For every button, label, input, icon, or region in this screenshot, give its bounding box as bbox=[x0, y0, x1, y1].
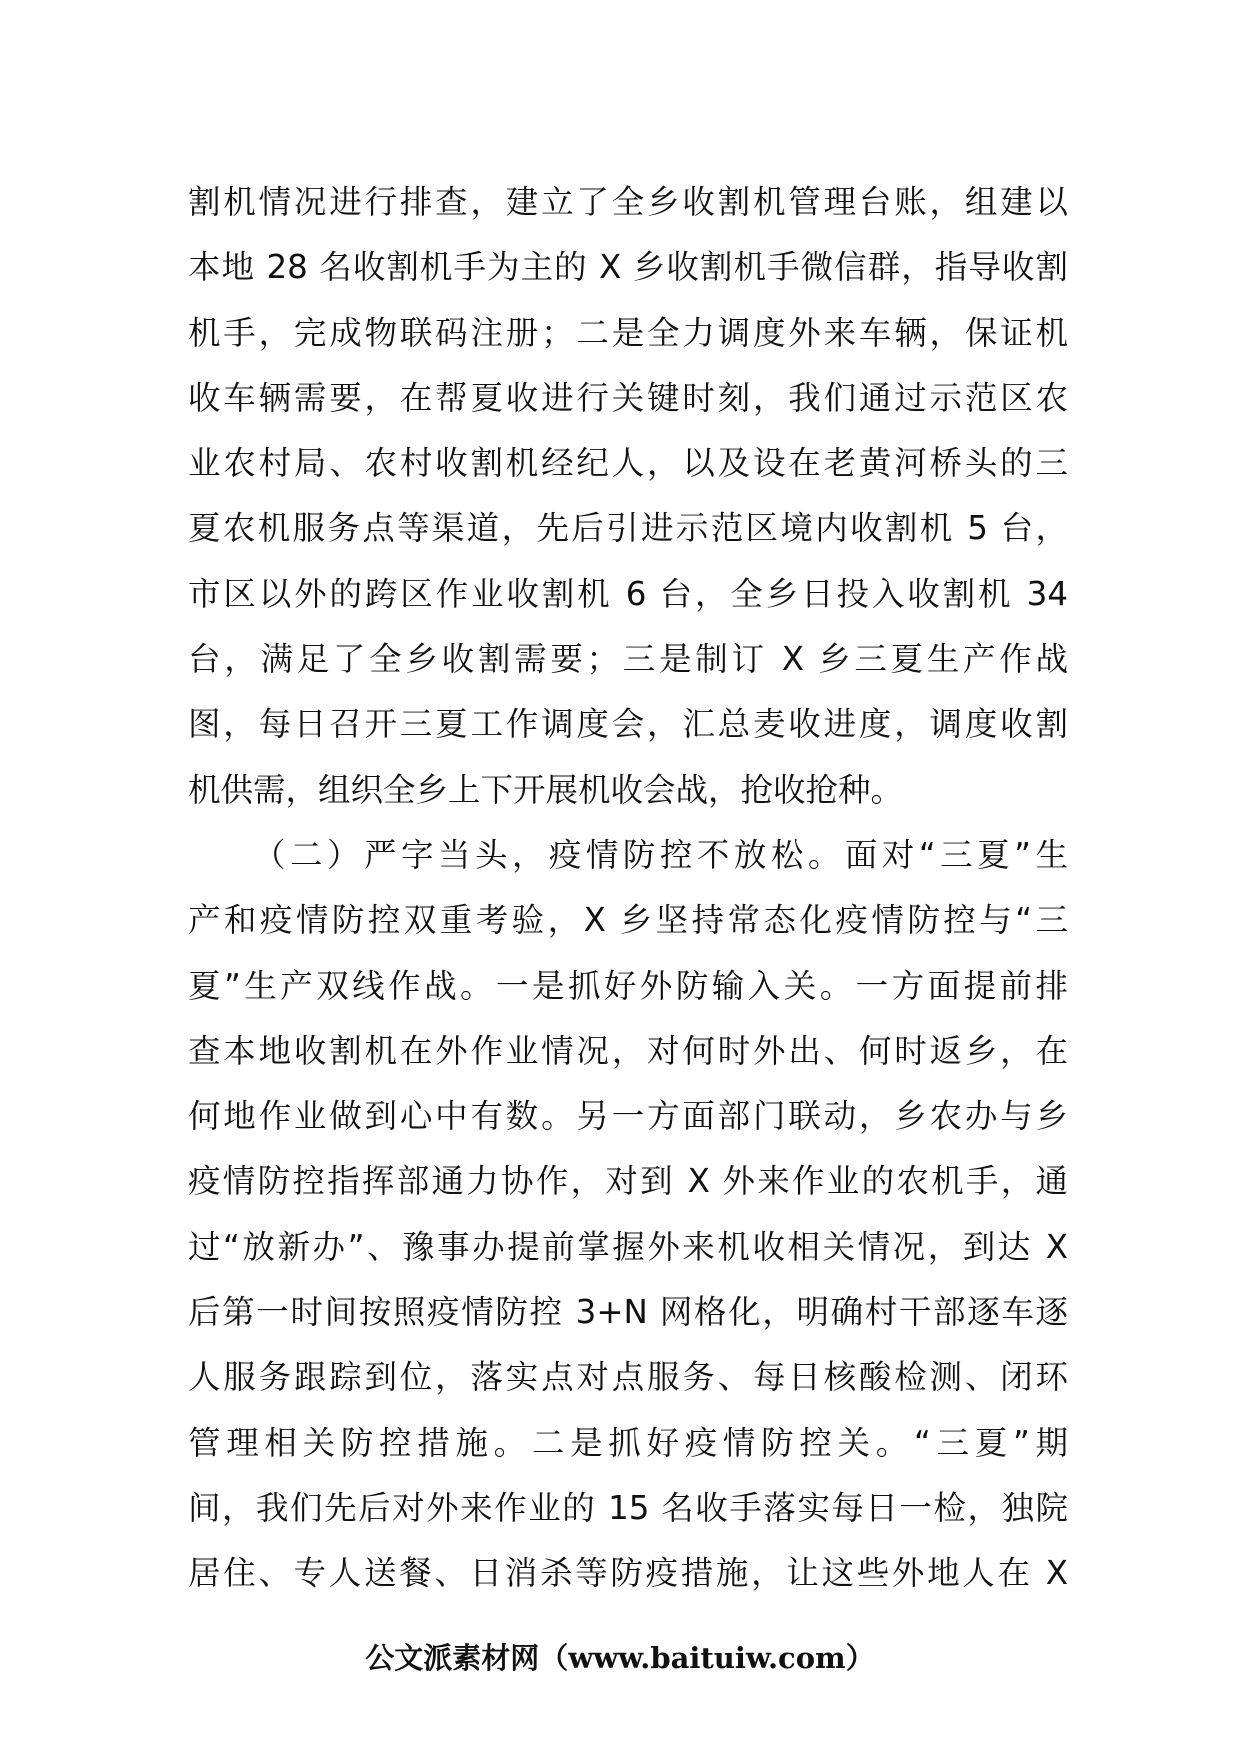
text-line: 过“放新办”、豫事办提前掌握外来机收相关情况，到达 X bbox=[188, 1227, 1068, 1266]
text-line: 查本地收割机在外作业情况，对何时外出、何时返乡，在 bbox=[188, 1031, 1068, 1070]
text-line: 图，每日召开三夏工作调度会，汇总麦收进度，调度收割 bbox=[188, 705, 1068, 744]
text-line: 本地 28 名收割机手为主的 X 乡收割机手微信群，指导收割 bbox=[188, 248, 1068, 287]
text-line: 业农村局、农村收割机经纪人，以及设在老黄河桥头的三 bbox=[188, 444, 1068, 483]
text-line: 割机情况进行排查，建立了全乡收割机管理台账，组建以 bbox=[188, 183, 1068, 221]
text-line: 夏农机服务点等渠道，先后引进示范区境内收割机 5 台， bbox=[188, 509, 1068, 548]
text-line: 产和疫情防控双重考验，X 乡坚持常态化疫情防控与“三 bbox=[188, 901, 1068, 940]
footer-watermark: 公文派素材网（www.baituiw.com） bbox=[365, 1641, 875, 1675]
text-line: 机供需，组织全乡上下开展机收会战，抢收抢种。 bbox=[188, 770, 904, 809]
text-line: 人服务跟踪到位，落实点对点服务、每日核酸检测、闭环 bbox=[188, 1358, 1068, 1397]
text-line: 市区以外的跨区作业收割机 6 台，全乡日投入收割机 34 bbox=[188, 574, 1068, 613]
text-line: 疫情防控指挥部通力协作，对到 X 外来作业的农机手，通 bbox=[188, 1162, 1068, 1201]
text-line: 夏”生产双线作战。一是抓好外防输入关。一方面提前排 bbox=[188, 966, 1068, 1005]
text-line: 收车辆需要，在帮夏收进行关键时刻，我们通过示范区农 bbox=[188, 378, 1068, 417]
text-line: 后第一时间按照疫情防控 3+N 网格化，明确村干部逐车逐 bbox=[188, 1293, 1068, 1332]
text-line: 居住、专人送餐、日消杀等防疫措施，让这些外地人在 X bbox=[188, 1554, 1068, 1593]
text-line: 机手，完成物联码注册；二是全力调度外来车辆，保证机 bbox=[188, 313, 1068, 352]
text-line: 间，我们先后对外来作业的 15 名收手落实每日一检，独院 bbox=[188, 1488, 1068, 1527]
text-line: 管理相关防控措施。二是抓好疫情防控关。“三夏”期 bbox=[188, 1423, 1068, 1462]
document-body bbox=[188, 170, 1068, 1607]
text-line: 台，满足了全乡收割需要；三是制订 X 乡三夏生产作战 bbox=[188, 640, 1068, 679]
section-heading-line: （二）严字当头，疫情防控不放松。面对“三夏”生 bbox=[253, 835, 1068, 874]
text-line: 何地作业做到心中有数。另一方面部门联动，乡农办与乡 bbox=[188, 1097, 1068, 1136]
